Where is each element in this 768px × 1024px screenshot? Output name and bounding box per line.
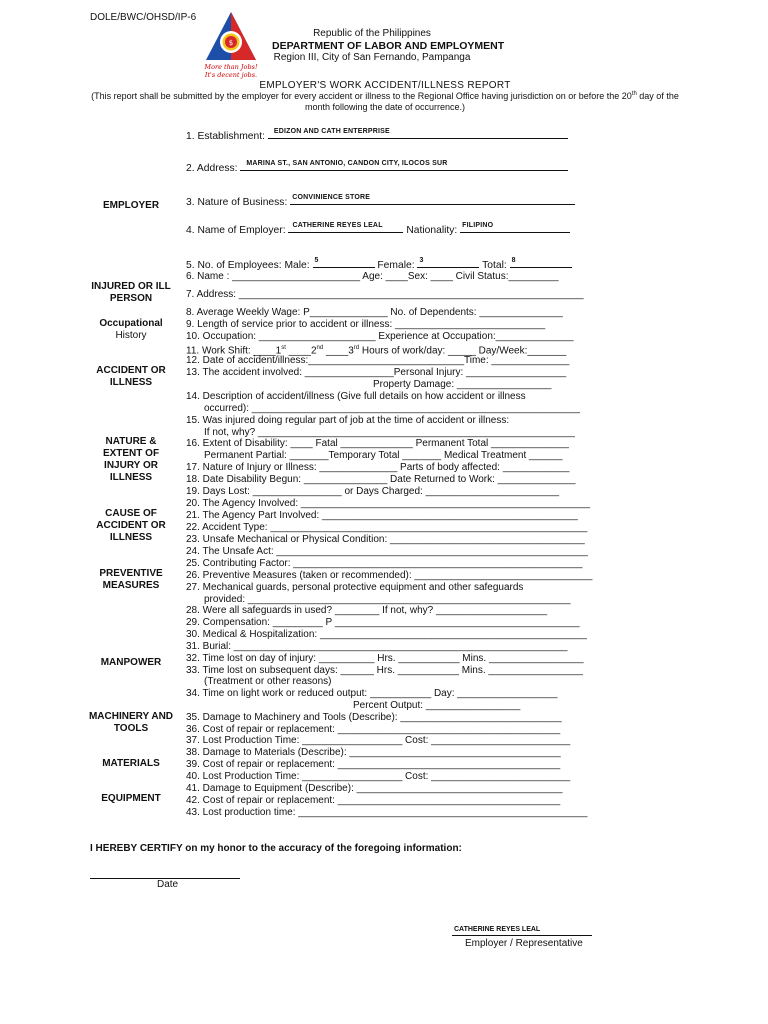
field-18[interactable]: 18. Date Disability Begun: _______________ Date Returned to Work: ______________ <box>186 474 576 485</box>
field-16[interactable]: 16. Extent of Disability: ____ Fatal _____________ Permanent Total ______________ <box>186 438 569 449</box>
field-42[interactable]: 42. Cost of repair or replacement: ________________________________________ <box>186 795 561 806</box>
section-accident: ACCIDENT OR ILLNESS <box>96 365 166 388</box>
signature-label: Employer / Representative <box>465 938 583 949</box>
field-address[interactable]: 2. Address: MARINA ST., SAN ANTONIO, CANDON CITY, ILOCOS SUR <box>186 161 568 174</box>
signature-name: CATHERINE REYES LEAL <box>454 926 541 933</box>
region-label: Region III, City of San Fernando, Pampanga <box>273 52 471 63</box>
field-31[interactable]: 31. Burial: ____________________________________________________________ <box>186 641 568 652</box>
field-35[interactable]: 35. Damage to Machinery and Tools (Describe): _____________________________ <box>186 712 562 723</box>
nationality-value: FILIPINO <box>462 222 494 229</box>
svg-text:It's decent jobs.: It's decent jobs. <box>204 71 258 79</box>
field-business[interactable]: 3. Nature of Business: CONVINIENCE STORE <box>186 195 575 208</box>
document-code: DOLE/BWC/OHSD/IP-6 <box>90 12 197 23</box>
address-value: MARINA ST., SAN ANTONIO, CANDON CITY, ILOCOS SUR <box>246 160 448 167</box>
field-43[interactable]: 43. Lost production time: ____________________________________________________ <box>186 807 588 818</box>
field-establishment[interactable]: 1. Establishment: EDIZON AND CATH ENTERPRISE <box>186 129 568 142</box>
female-count: 3 <box>419 257 424 264</box>
report-title: EMPLOYER'S WORK ACCIDENT/ILLNESS REPORT <box>259 80 511 91</box>
field-7[interactable]: 7. Address: ______________________________________________________________ <box>186 289 584 300</box>
field-15b[interactable]: If not, why? _________________________________________________________ <box>204 427 575 438</box>
field-34b[interactable]: Percent Output: _________________ <box>353 700 521 711</box>
male-count: 5 <box>314 257 319 264</box>
field-11[interactable]: 11. Work Shift: ____1st ____2nd ____3rd Hours of work/day: _____ Day/Week:_______ <box>186 345 567 357</box>
section-injured: INJURED OR ILL PERSON <box>91 281 171 304</box>
field-15[interactable]: 15. Was injured doing regular part of job at the time of accident or illness: <box>186 415 510 426</box>
field-33b: (Treatment or other reasons) <box>204 676 332 687</box>
field-14[interactable]: 14. Description of accident/illness (Give full details on how accident or illness <box>186 391 526 402</box>
signature-line[interactable] <box>452 935 592 936</box>
section-equipment: EQUIPMENT <box>101 793 161 804</box>
section-cause: CAUSE OF ACCIDENT OR ILLNESS <box>96 508 166 543</box>
field-29[interactable]: 29. Compensation: _________ P ____________________________________________ <box>186 617 580 628</box>
field-8[interactable]: 8. Average Weekly Wage: P______________ No. of Dependents: _______________ <box>186 307 563 318</box>
field-22[interactable]: 22. Accident Type: _________________________________________________________ <box>186 522 588 533</box>
field-17[interactable]: 17. Nature of Injury or Illness: ______________ Parts of body affected: ____________ <box>186 462 570 473</box>
business-value: CONVINIENCE STORE <box>292 194 371 201</box>
field-28[interactable]: 28. Were all safeguards in used? ________ If not, why? ____________________ <box>186 605 548 616</box>
section-materials: MATERIALS <box>102 758 160 769</box>
field-25[interactable]: 25. Contributing Factor: ____________________________________________________ <box>186 558 583 569</box>
field-38[interactable]: 38. Damage to Materials (Describe): ______________________________________ <box>186 747 561 758</box>
field-10[interactable]: 10. Occupation: _____________________ Experience at Occupation:______________ <box>186 331 574 342</box>
report-subtitle: (This report shall be submitted by the employer for every accident or illness to the Regional Office having jurisdiction on or before the 20th day of the month following the date of occurrence.) <box>91 91 679 112</box>
field-19[interactable]: 19. Days Lost: ________________ or Days Charged: ________________________ <box>186 486 560 497</box>
field-33[interactable]: 33. Time lost on subsequent days: ______ Hrs. ___________ Mins. _________________ <box>186 665 583 676</box>
field-14b[interactable]: occurred): ___________________________________________________________ <box>204 403 580 414</box>
field-23[interactable]: 23. Unsafe Mechanical or Physical Condition: ___________________________________ <box>186 534 585 545</box>
republic-label: Republic of the Philippines <box>313 28 431 39</box>
section-employer: EMPLOYER <box>102 200 160 211</box>
department-name: DEPARTMENT OF LABOR AND EMPLOYMENT <box>272 40 505 52</box>
field-41[interactable]: 41. Damage to Equipment (Describe): _____________________________________ <box>186 783 563 794</box>
field-21[interactable]: 21. The Agency Part Involved: ______________________________________________ <box>186 510 578 521</box>
section-manpower: MANPOWER <box>100 657 162 668</box>
field-30[interactable]: 30. Medical & Hospitalization: ________________________________________________ <box>186 629 587 640</box>
svg-text:More than Jobs!: More than Jobs! <box>204 63 258 71</box>
svg-text:$: $ <box>228 39 234 47</box>
field-employees[interactable]: 5. No. of Employees: Male: 5 Female: 3 Total: 8 <box>186 258 572 271</box>
field-24[interactable]: 24. The Unsafe Act: ________________________________________________________ <box>186 546 588 557</box>
field-employer-name[interactable]: 4. Name of Employer: CATHERINE REYES LEAL Nationality: FILIPINO <box>186 223 570 236</box>
employer-name-value: CATHERINE REYES LEAL <box>292 222 383 229</box>
field-27b[interactable]: provided: __________________________________________________________ <box>204 594 571 605</box>
field-20[interactable]: 20. The Agency Involved: ____________________________________________________ <box>186 498 591 509</box>
dole-logo <box>200 10 262 80</box>
field-34[interactable]: 34. Time on light work or reduced output: ___________ Day: __________________ <box>186 688 558 699</box>
field-6[interactable]: 6. Name : _______________________ Age: ____Sex: ____ Civil Status:_________ <box>186 271 559 282</box>
field-32[interactable]: 32. Time lost on day of injury: __________ Hrs. ___________ Mins. _________________ <box>186 653 584 664</box>
field-39[interactable]: 39. Cost of repair or replacement: ________________________________________ <box>186 759 561 770</box>
field-27[interactable]: 27. Mechanical guards, personal protective equipment and other safeguards <box>186 582 524 593</box>
date-label: Date <box>157 879 179 890</box>
section-preventive: PREVENTIVE MEASURES <box>99 568 163 591</box>
establishment-value: EDIZON AND CATH ENTERPRISE <box>273 128 390 135</box>
field-36[interactable]: 36. Cost of repair or replacement: ________________________________________ <box>186 724 561 735</box>
section-nature: NATURE & EXTENT OF INJURY OR ILLNESS <box>102 436 160 483</box>
total-count: 8 <box>511 257 516 264</box>
dole-logo-icon <box>200 10 262 80</box>
section-machinery: MACHINERY AND TOOLS <box>88 711 174 734</box>
section-occupational: Occupational History <box>99 318 163 341</box>
field-9[interactable]: 9. Length of service prior to accident or illness: ___________________________ <box>186 319 546 330</box>
field-12[interactable]: 12. Date of accident/illness:____________________________Time: ______________ <box>186 355 570 366</box>
field-13b[interactable]: Property Damage: _________________ <box>373 379 552 390</box>
date-line[interactable] <box>90 870 240 879</box>
field-37[interactable]: 37. Lost Production Time: __________________ Cost: _________________________ <box>186 735 571 746</box>
field-40[interactable]: 40. Lost Production Time: __________________ Cost: _________________________ <box>186 771 571 782</box>
field-16b[interactable]: Permanent Partial: _______Temporary Total _______ Medical Treatment ______ <box>204 450 563 461</box>
certify-statement: I HEREBY CERTIFY on my honor to the accuracy of the foregoing information: <box>90 843 462 854</box>
field-13[interactable]: 13. The accident involved: ________________Personal Injury: __________________ <box>186 367 567 378</box>
field-26[interactable]: 26. Preventive Measures (taken or recommended): ________________________________ <box>186 570 593 581</box>
